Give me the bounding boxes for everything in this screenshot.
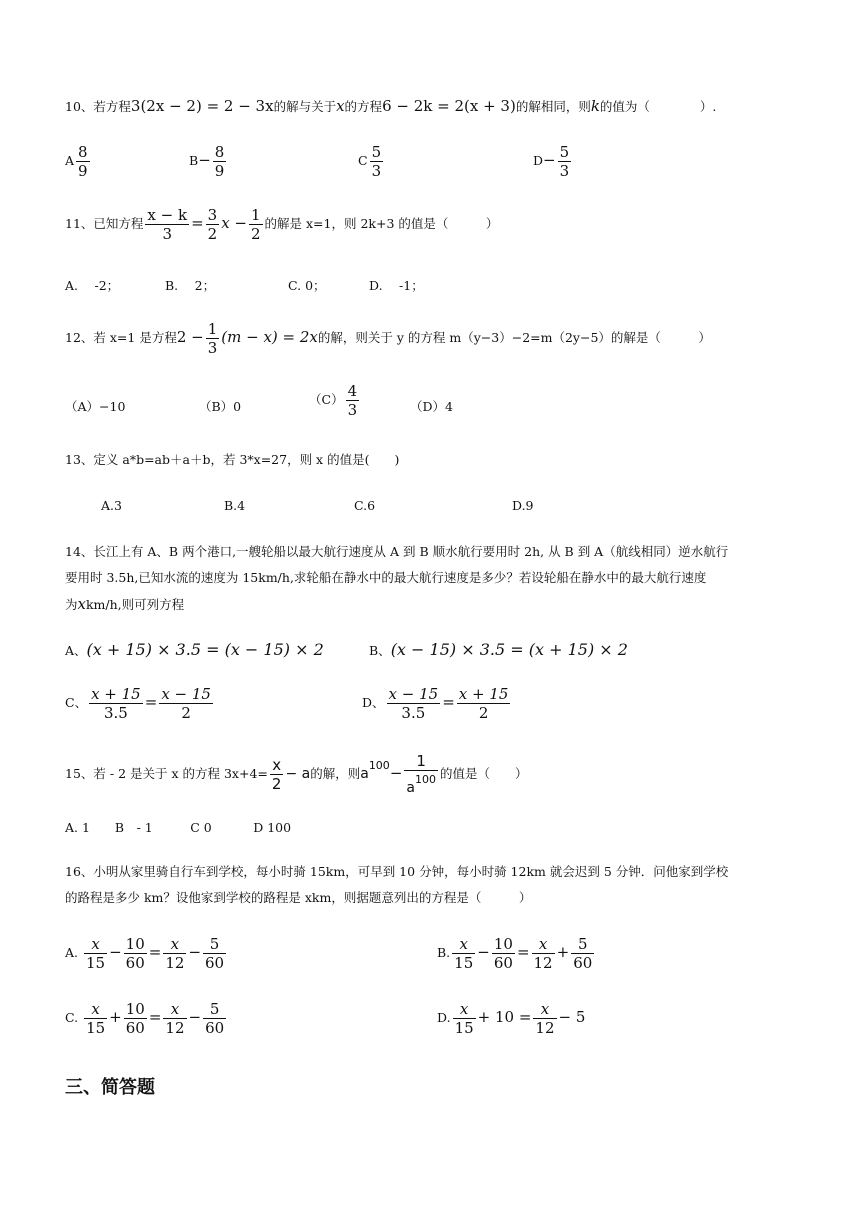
sign: − bbox=[198, 151, 211, 169]
fraction bbox=[84, 1000, 107, 1037]
denominator: 60 bbox=[493, 954, 513, 972]
question-16-line-1: 16、小明从家里骑自行车到学校，每小时骑 15km，可早到 10 分钟，每小时骑 12km 就会迟到 5 分钟．问他家到学校 bbox=[65, 864, 729, 879]
fraction bbox=[249, 206, 263, 243]
numerator: x bbox=[270, 756, 284, 775]
q12-suffix: 的解，则关于 y 的方程 m（y−3）−2=m（2y−5）的解是（ ） bbox=[317, 330, 711, 345]
option-label: D、 bbox=[362, 695, 385, 710]
numerator: x bbox=[452, 935, 475, 954]
numerator: x − 15 bbox=[161, 685, 211, 703]
operator: − bbox=[109, 943, 122, 961]
q15-exponent: 100 bbox=[368, 759, 390, 772]
denominator: 60 bbox=[573, 954, 593, 972]
option-label: A bbox=[65, 153, 75, 168]
question-15 bbox=[65, 752, 528, 797]
q12-option-a[interactable]: （A）−10 bbox=[65, 399, 126, 414]
q13-option-b[interactable]: B.4 bbox=[224, 498, 246, 513]
fraction bbox=[453, 1000, 476, 1037]
denominator: 12 bbox=[165, 1019, 185, 1037]
fraction bbox=[163, 935, 186, 972]
option-label: A. bbox=[65, 945, 79, 960]
denominator: 3.5 bbox=[103, 704, 128, 722]
q10-text-3: 的解相同，则 bbox=[515, 99, 591, 114]
operator: + 10 = bbox=[477, 1008, 532, 1026]
option-label: C. bbox=[65, 1010, 79, 1025]
q14-text-2: km/h,则可列方程 bbox=[85, 597, 185, 612]
operator: − bbox=[188, 1008, 202, 1026]
denominator: 3 bbox=[207, 339, 218, 357]
fraction bbox=[76, 143, 90, 180]
fraction bbox=[206, 320, 220, 357]
question-11 bbox=[65, 206, 498, 243]
denominator-base: a bbox=[406, 780, 415, 796]
fraction bbox=[163, 1000, 186, 1037]
question-14-line-2: 要用时 3.5h,已知水流的速度为 15km/h,求轮船在静水中的最大航行速度是多少？若设轮船在静水中的最大航行速度 bbox=[65, 570, 707, 585]
q15-text: 的解，则 bbox=[310, 766, 361, 781]
q12-option-d[interactable]: （D）4 bbox=[410, 399, 453, 414]
q10-option-d[interactable] bbox=[533, 143, 573, 180]
denominator-exponent: 100 bbox=[414, 773, 436, 786]
numerator: 10 bbox=[493, 935, 513, 953]
numerator: x − k bbox=[147, 206, 188, 224]
denominator: 2 bbox=[250, 225, 261, 243]
fraction bbox=[124, 935, 147, 972]
operator: − bbox=[188, 943, 202, 961]
option-label: B. bbox=[437, 945, 451, 960]
denominator: 15 bbox=[454, 1019, 474, 1037]
q11-suffix: 的解是 x=1，则 2k+3 的值是（ ） bbox=[264, 216, 499, 231]
fraction bbox=[387, 685, 441, 722]
q13-option-c[interactable]: C.6 bbox=[354, 498, 376, 513]
fraction bbox=[571, 935, 594, 972]
fraction bbox=[203, 1000, 226, 1037]
numerator: x − 15 bbox=[388, 685, 439, 703]
fraction bbox=[558, 143, 572, 180]
fraction bbox=[346, 382, 360, 419]
option-equation: (x − 15) × 3.5 = (x + 15) × 2 bbox=[390, 640, 628, 659]
q10-option-c[interactable] bbox=[358, 143, 385, 180]
numerator: x bbox=[532, 935, 555, 954]
denominator bbox=[404, 771, 438, 797]
option-label: B bbox=[189, 153, 199, 168]
numerator: x bbox=[533, 1000, 556, 1019]
option-label: C、 bbox=[65, 695, 88, 710]
q10-option-a[interactable] bbox=[65, 143, 92, 180]
fraction bbox=[452, 935, 475, 972]
denominator: 2 bbox=[207, 225, 218, 243]
fraction bbox=[533, 1000, 556, 1037]
q10-var: x bbox=[336, 97, 345, 115]
q15-base: a bbox=[360, 766, 369, 782]
fraction bbox=[124, 1000, 147, 1037]
numerator: x + 15 bbox=[458, 685, 509, 703]
operator: + bbox=[556, 943, 570, 961]
q11-option-d[interactable]: D. -1； bbox=[369, 278, 424, 293]
denominator: 9 bbox=[78, 162, 88, 180]
numerator: 3 bbox=[207, 206, 218, 224]
denominator: 2 bbox=[181, 704, 191, 722]
q13-option-a[interactable]: A.3 bbox=[101, 498, 122, 513]
q15-options[interactable]: A. 1 B - 1 C 0 D 100 bbox=[65, 820, 292, 835]
q10-option-b[interactable] bbox=[189, 143, 228, 180]
fraction bbox=[404, 752, 438, 797]
q11-option-b[interactable]: B. 2； bbox=[165, 278, 216, 293]
sign: − bbox=[543, 151, 556, 169]
q13-option-d[interactable]: D.9 bbox=[512, 498, 534, 513]
denominator: 3 bbox=[559, 162, 570, 180]
denominator: 15 bbox=[86, 954, 106, 972]
q14-option-d[interactable]: D、 $\frac{x - 15}{3.5}$ = $\frac{x + 15}{2}$ bbox=[362, 685, 509, 722]
minus: − bbox=[389, 764, 403, 782]
numerator: 5 bbox=[371, 143, 382, 161]
q12-prefix: 12、若 x=1 是方程 bbox=[65, 330, 177, 345]
numerator: 10 bbox=[125, 1000, 145, 1018]
q15-prefix: 15、若 - 2 是关于 x 的方程 3x+4= bbox=[65, 766, 268, 781]
q10-text-2: 的方程 bbox=[344, 99, 383, 114]
fraction bbox=[84, 935, 107, 972]
numerator: x + 15 bbox=[91, 685, 141, 703]
operator: − bbox=[477, 943, 490, 961]
denominator: 3 bbox=[162, 225, 172, 243]
q15-suffix: 的值是（ ） bbox=[439, 766, 528, 781]
q10-prefix: 10、若方程 bbox=[65, 99, 131, 114]
question-12 bbox=[65, 320, 711, 357]
denominator: 3 bbox=[371, 162, 382, 180]
q14-option-b[interactable] bbox=[369, 640, 628, 659]
numerator: 1 bbox=[250, 206, 261, 224]
q11-option-a[interactable]: A. -2； bbox=[65, 278, 120, 293]
option-label: B、 bbox=[369, 643, 391, 658]
q14-option-a[interactable] bbox=[65, 640, 324, 659]
q12-eq-end: (m − x) = 2x bbox=[221, 328, 318, 346]
q12-option-b[interactable]: （B）0 bbox=[199, 399, 242, 414]
question-13: 13、定义 a*b=ab＋a＋b，若 3*x=27，则 x 的值是( ) bbox=[65, 452, 400, 467]
numerator: 5 bbox=[559, 143, 570, 161]
fraction bbox=[532, 935, 555, 972]
fraction bbox=[89, 685, 143, 722]
section-heading: 三、简答题 bbox=[65, 1077, 155, 1098]
fraction bbox=[370, 143, 384, 180]
numerator: 5 bbox=[203, 1000, 226, 1019]
numerator: x bbox=[163, 1000, 186, 1019]
q11-option-c[interactable]: C. 0； bbox=[288, 278, 326, 293]
equals: = bbox=[191, 214, 204, 232]
option-label: D. bbox=[437, 1010, 451, 1025]
numerator: x bbox=[84, 935, 107, 954]
q10-k: k bbox=[590, 97, 600, 115]
denominator: 2 bbox=[271, 775, 282, 793]
fraction bbox=[159, 685, 213, 722]
option-label: D bbox=[533, 153, 544, 168]
q16-option-c[interactable] bbox=[65, 1000, 228, 1037]
denominator: 15 bbox=[454, 954, 474, 972]
q14-var: x bbox=[77, 595, 86, 613]
operator: = bbox=[516, 943, 530, 961]
question-14-line-1: 14、长江上有 A、B 两个港口,一艘轮船以最大航行速度从 A 到 B 顺水航行要用时 2h, 从 B 到 A（航线相同）逆水航行 bbox=[65, 544, 729, 559]
denominator: 9 bbox=[214, 162, 225, 180]
option-label: C bbox=[358, 153, 368, 168]
numerator: 1 bbox=[207, 320, 218, 338]
numerator: 5 bbox=[571, 935, 594, 954]
x-minus: x − bbox=[221, 214, 247, 232]
q10-equation-2: 6 − 2k = 2(x + 3) bbox=[382, 97, 516, 115]
numerator: 1 bbox=[404, 752, 438, 771]
denominator: 60 bbox=[205, 1019, 225, 1037]
denominator: 60 bbox=[205, 954, 225, 972]
denominator: 2 bbox=[478, 704, 489, 722]
q10-text: 的解与关于 bbox=[273, 99, 337, 114]
numerator: 8 bbox=[78, 143, 88, 161]
operator: − 5 bbox=[558, 1008, 586, 1026]
denominator: 12 bbox=[165, 954, 185, 972]
denominator: 12 bbox=[533, 954, 553, 972]
numerator: 8 bbox=[214, 143, 225, 161]
fraction bbox=[457, 685, 511, 722]
option-equation: (x + 15) × 3.5 = (x − 15) × 2 bbox=[86, 640, 324, 659]
q15-minus-a: − a bbox=[285, 766, 311, 782]
question-16-line-2: 的路程是多少 km？设他家到学校的路程是 xkm，则据题意列出的方程是（ ） bbox=[65, 890, 532, 905]
operator: = bbox=[148, 943, 162, 961]
numerator: x bbox=[84, 1000, 107, 1019]
q10-equation-1: 3(2x − 2) = 2 − 3x bbox=[130, 97, 274, 115]
fraction bbox=[213, 143, 227, 180]
fraction bbox=[270, 756, 284, 793]
question-14-line-3 bbox=[65, 594, 184, 615]
numerator: 10 bbox=[125, 935, 145, 953]
denominator: 12 bbox=[535, 1019, 555, 1037]
q16-option-b[interactable] bbox=[437, 935, 596, 972]
q14-option-c[interactable]: C、 $\frac{x + 15}{3.5}$ = $\frac{x - 15}{2}$ bbox=[65, 685, 211, 722]
numerator: 4 bbox=[347, 382, 358, 400]
q14-text: 为 bbox=[65, 597, 78, 612]
denominator: 60 bbox=[125, 1019, 145, 1037]
numerator: x bbox=[453, 1000, 476, 1019]
q12-option-c[interactable] bbox=[309, 382, 361, 419]
operator: = bbox=[148, 1008, 162, 1026]
question-10 bbox=[65, 96, 716, 117]
numerator: x bbox=[163, 935, 186, 954]
q16-option-d[interactable] bbox=[437, 1000, 585, 1037]
denominator: 60 bbox=[125, 954, 145, 972]
operator: + bbox=[109, 1008, 122, 1026]
denominator: 3.5 bbox=[401, 704, 426, 722]
option-label: A、 bbox=[65, 643, 87, 658]
q11-prefix: 11、已知方程 bbox=[65, 216, 144, 231]
fraction bbox=[145, 206, 189, 243]
q16-option-a[interactable] bbox=[65, 935, 228, 972]
option-label: （C） bbox=[309, 392, 344, 407]
fraction bbox=[492, 935, 515, 972]
denominator: 15 bbox=[86, 1019, 106, 1037]
numerator: 5 bbox=[203, 935, 226, 954]
fraction bbox=[206, 206, 220, 243]
denominator: 3 bbox=[347, 401, 358, 419]
q10-suffix: 的值为（ ）. bbox=[599, 99, 717, 114]
q12-eq-start: 2 − bbox=[176, 328, 204, 346]
fraction bbox=[203, 935, 226, 972]
